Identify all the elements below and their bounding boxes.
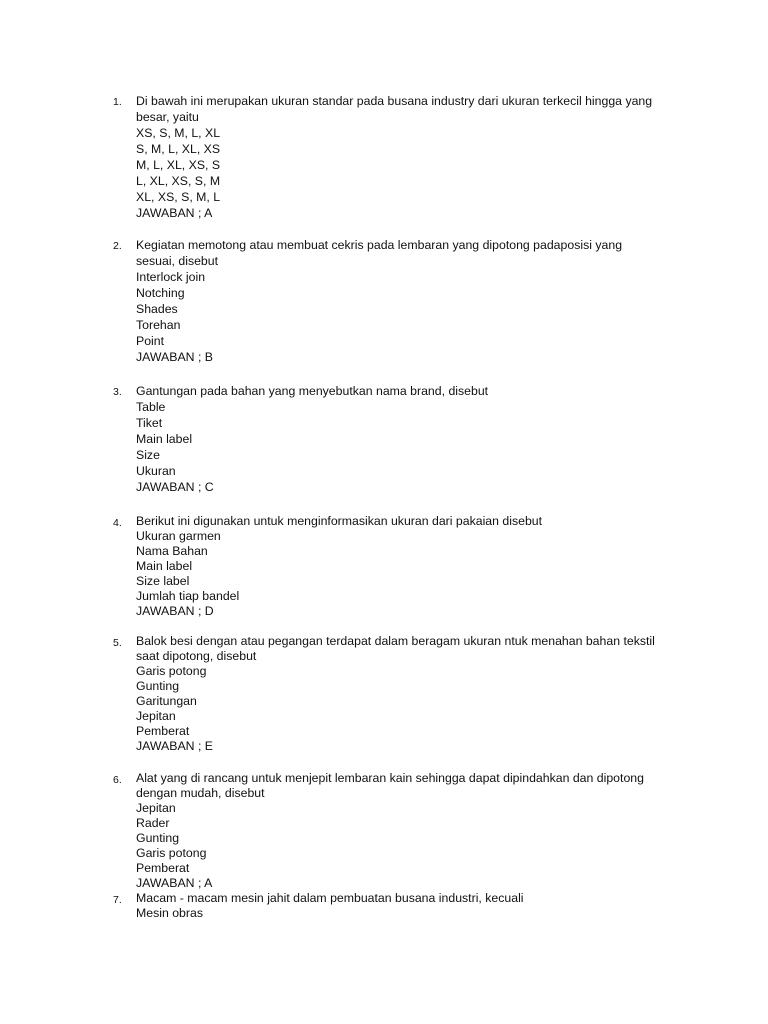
answer-option: Gunting	[136, 831, 180, 845]
answer-key: JAWABAN ; A	[136, 206, 213, 220]
answer-option: Jumlah tiap bandel	[136, 589, 240, 603]
answer-option: Interlock join	[136, 270, 206, 284]
answer-key: JAWABAN ; E	[136, 739, 213, 753]
option-list	[136, 906, 676, 921]
question-text	[136, 634, 676, 664]
answer-option: Gunting	[136, 679, 180, 693]
question-number: 7.	[113, 894, 122, 906]
answer-option: Jepitan	[136, 709, 176, 723]
question-text	[136, 514, 676, 529]
question-text-line: Macam - macam mesin jahit dalam pembuatan busana industri, kecuali	[136, 891, 524, 905]
answer-key: JAWABAN ; B	[136, 350, 213, 364]
question-text-line: besar, yaitu	[136, 110, 199, 124]
answer-key: JAWABAN ; C	[136, 480, 214, 494]
question-text-line: Berikut ini digunakan untuk menginformasikan ukuran dari pakaian disebut	[136, 514, 543, 528]
answer-option: Table	[136, 400, 166, 414]
option-list	[136, 269, 676, 349]
question-body	[136, 634, 676, 754]
question-text-line: Balok besi dengan atau pegangan terdapat dalam beragam ukuran ntuk menahan bahan tekstil	[136, 634, 655, 648]
question-body	[136, 891, 676, 921]
option-list	[136, 529, 676, 604]
answer-key: JAWABAN ; D	[136, 604, 214, 618]
answer-option: Notching	[136, 286, 185, 300]
question-number: 3.	[113, 386, 122, 398]
question-text-line: Kegiatan memotong atau membuat cekris pada lembaran yang dipotong padaposisi yang	[136, 238, 623, 252]
answer-option: XS, S, M, L, XL	[136, 126, 221, 140]
question-body	[136, 237, 676, 365]
question-number: 2.	[113, 240, 122, 252]
question-body	[136, 383, 676, 495]
answer-option: Jepitan	[136, 801, 176, 815]
question-text-line: dengan mudah, disebut	[136, 786, 265, 800]
question-text-line: Alat yang di rancang untuk menjepit lembaran kain sehingga dapat dipindahkan dan dipotong	[136, 771, 644, 785]
answer-option: Nama Bahan	[136, 544, 208, 558]
answer-option: L, XL, XS, S, M	[136, 174, 221, 188]
answer-option: Rader	[136, 816, 170, 830]
answer-option: Garis potong	[136, 846, 207, 860]
answer-option: Mesin obras	[136, 906, 203, 920]
option-list	[136, 125, 676, 205]
answer-option: Point	[136, 334, 165, 348]
question-number: 6.	[113, 774, 122, 786]
answer-option: Size label	[136, 574, 190, 588]
answer-option: S, M, L, XL, XS	[136, 142, 221, 156]
question-text	[136, 237, 676, 269]
question-number: 4.	[113, 517, 122, 529]
question-number: 5.	[113, 637, 122, 649]
question-text-line: Gantungan pada bahan yang menyebutkan nama brand, disebut	[136, 384, 489, 398]
question-text	[136, 771, 676, 801]
question-number: 1.	[113, 96, 122, 108]
question-text-line: sesuai, disebut	[136, 254, 219, 268]
answer-option: Garis potong	[136, 664, 207, 678]
question-body	[136, 514, 676, 619]
answer-option: Shades	[136, 302, 178, 316]
question-text	[136, 383, 676, 399]
answer-option: Main label	[136, 432, 193, 446]
answer-option: Ukuran	[136, 464, 176, 478]
question-text-line: saat dipotong, disebut	[136, 649, 257, 663]
answer-option: Size	[136, 448, 160, 462]
answer-key: JAWABAN ; A	[136, 876, 213, 890]
question-body	[136, 771, 676, 891]
answer-option: Pemberat	[136, 724, 190, 738]
answer-option: M, L, XL, XS, S	[136, 158, 221, 172]
answer-option: Ukuran garmen	[136, 529, 221, 543]
question-text	[136, 93, 676, 125]
question-text-line: Di bawah ini merupakan ukuran standar pada busana industry dari ukuran terkecil hingga yang	[136, 94, 653, 108]
answer-option: XL, XS, S, M, L	[136, 190, 221, 204]
option-list	[136, 664, 676, 739]
question-text	[136, 891, 676, 906]
answer-option: Tiket	[136, 416, 163, 430]
answer-option: Main label	[136, 559, 193, 573]
answer-option: Garitungan	[136, 694, 197, 708]
answer-option: Pemberat	[136, 861, 190, 875]
question-body	[136, 93, 676, 221]
option-list	[136, 801, 676, 876]
answer-option: Torehan	[136, 318, 181, 332]
option-list	[136, 399, 676, 479]
